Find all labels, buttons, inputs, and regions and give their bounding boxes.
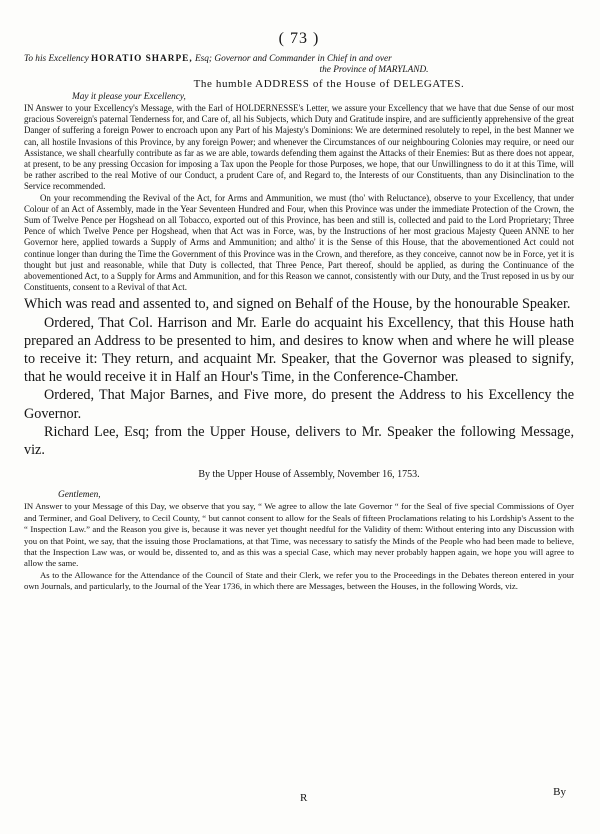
salutation: May it please your Excellency, xyxy=(72,92,186,102)
governor-name: HORATIO SHARPE, xyxy=(91,54,193,64)
catchword: By xyxy=(553,786,566,798)
address-line-1-post: Esq; Governor and Commander in Chief in and over xyxy=(194,54,392,64)
address-paragraph: On your recommending the Revival of the Act, for Arms and Ammunition, we must (tho' with Reluctance), observe to your Excellency, that under Colour of an Act of Assembly, made in the Year Seventeen Hundred and Four, when this Province was under the immediate Protection of the Crown, the Sum of Twelve Pence per Hogshead on all Tobacco, exported out of this Province, has been and still is, collected and paid to the Lord Proprietary; Three Pence of which Twelve Pence per Hogshead, when that Act was in Force, was, by the Instructions of her most gracious Majesty Queen ANNE to her Governor here, applied towards a Supply of Arms and Ammunition; and altho' it is the Sense of this House, that the abovementioned Act could not continue longer than during the Time the Government of this Province was in the Crown, and therefore, as they conceive, cannot now be in Force, yet it is thought but just and reasonable, while that Duty is collected, that Three Pence, Part thereof, should be applied, as during the Continuance of the abovementioned Act, to a Supply for Arms and Ammunition, and for this Reason we cannot, consistently with our Duty, and the Trust reposed in us by our Constituents, consent to a Revival of that Act. xyxy=(24,192,574,293)
signature-mark: R xyxy=(300,792,308,804)
address-body xyxy=(24,103,574,293)
upper-house-line: By the Upper House of Assembly, November 16, 1753. xyxy=(198,469,420,481)
page-number: ( 73 ) xyxy=(278,30,320,47)
address-line-2: the Province of MARYLAND. xyxy=(319,64,429,75)
message-salutation: Gentlemen, xyxy=(58,490,101,501)
proceedings xyxy=(24,295,574,459)
proceeding-paragraph: Richard Lee, Esq; from the Upper House, delivers to Mr. Speaker the following Message, viz. xyxy=(24,423,574,459)
proceeding-paragraph: Which was read and assented to, and signed on Behalf of the House, by the honourable Speaker. xyxy=(24,296,571,313)
proceeding-paragraph: Ordered, That Major Barnes, and Five more, do present the Address to his Excellency the Governor. xyxy=(24,387,574,422)
proceeding-paragraph: Ordered, That Col. Harrison and Mr. Earle do acquaint his Excellency, that this House hath prepared an Address to be presented to him, and desires to know when and where he will please to receive it: They return, and acquaint Mr. Speaker, that the Governor was pleased to signify, that he would receive it in Half an Hour's Time, in the Conference-Chamber. xyxy=(24,314,574,386)
address-heading: The humble ADDRESS of the House of DELEGATES. xyxy=(193,78,465,90)
message-paragraph: As to the Allowance for the Attendance of the Council of State and their Clerk, we refer you to the Proceedings in the Debates thereon entered in your own Journals, and particularly, to the Journal of the Year 1736, in which there are Messages, between the Houses, in the following Words, viz. xyxy=(24,569,574,592)
message-paragraph: IN Answer to your Message of this Day, we observe that you say, “ We agree to allow the late Governor “ for the Seal of five special Commissions of Oyer and Terminer, and Goal Delivery, to Cecil County, “ but cannot consent to allow for the Seals of fifteen Proclamations relating to his Lordship's Assent to the “ Inspection Law.” and the Reason you give is, because it was never yet thought needful for the Validity of them: Without entering into any Discussion with you on that Point, we say, that the issuing those Proclamations, at that Time, was necessary to satisfy the Minds of the People who had been made to believe, that the Inspection Law was, or would be, dissented to, and as this was a special Case, which may never probably happen again, we hope you will agree to allow the same. xyxy=(24,501,574,569)
address-line-1-pre: To his Excellency xyxy=(24,54,89,64)
address-line-1 xyxy=(24,54,574,65)
address-paragraph: IN Answer to your Excellency's Message, with the Earl of HOLDERNESSE's Letter, we assure your Excellency that we have that due Sense of our most gracious Sovereign's paternal Tenderness for, and Care of, all his Subjects, which Duty and Gratitude inspire, and are sufficiently apprehensive of the great Danger of suffering a foreign Power to encroach upon any Part of his Majesty's Dominions: We are determined resolutely to repel, in the best Manner we can, all hostile Invasions of this Province, by any foreign Power; and whenever the Circumstances of our neighbouring Colonies may require, or need our Assistance, we shall chearfully contribute as far as we are able, towards defending them against the Attacks of their Enemies: But as there does not appear, at present, to be any pressing Occasion for imposing a Tax upon the People for those Purposes, we hope, that our Unwillingness to do it at this Time, will be rather ascribed to the real Motive of our Conduct, a prudent Care of, and Regard to, the Interests of our Constituents, than any Disinclination to the Service recommended. xyxy=(24,103,574,192)
message-body xyxy=(24,501,574,592)
